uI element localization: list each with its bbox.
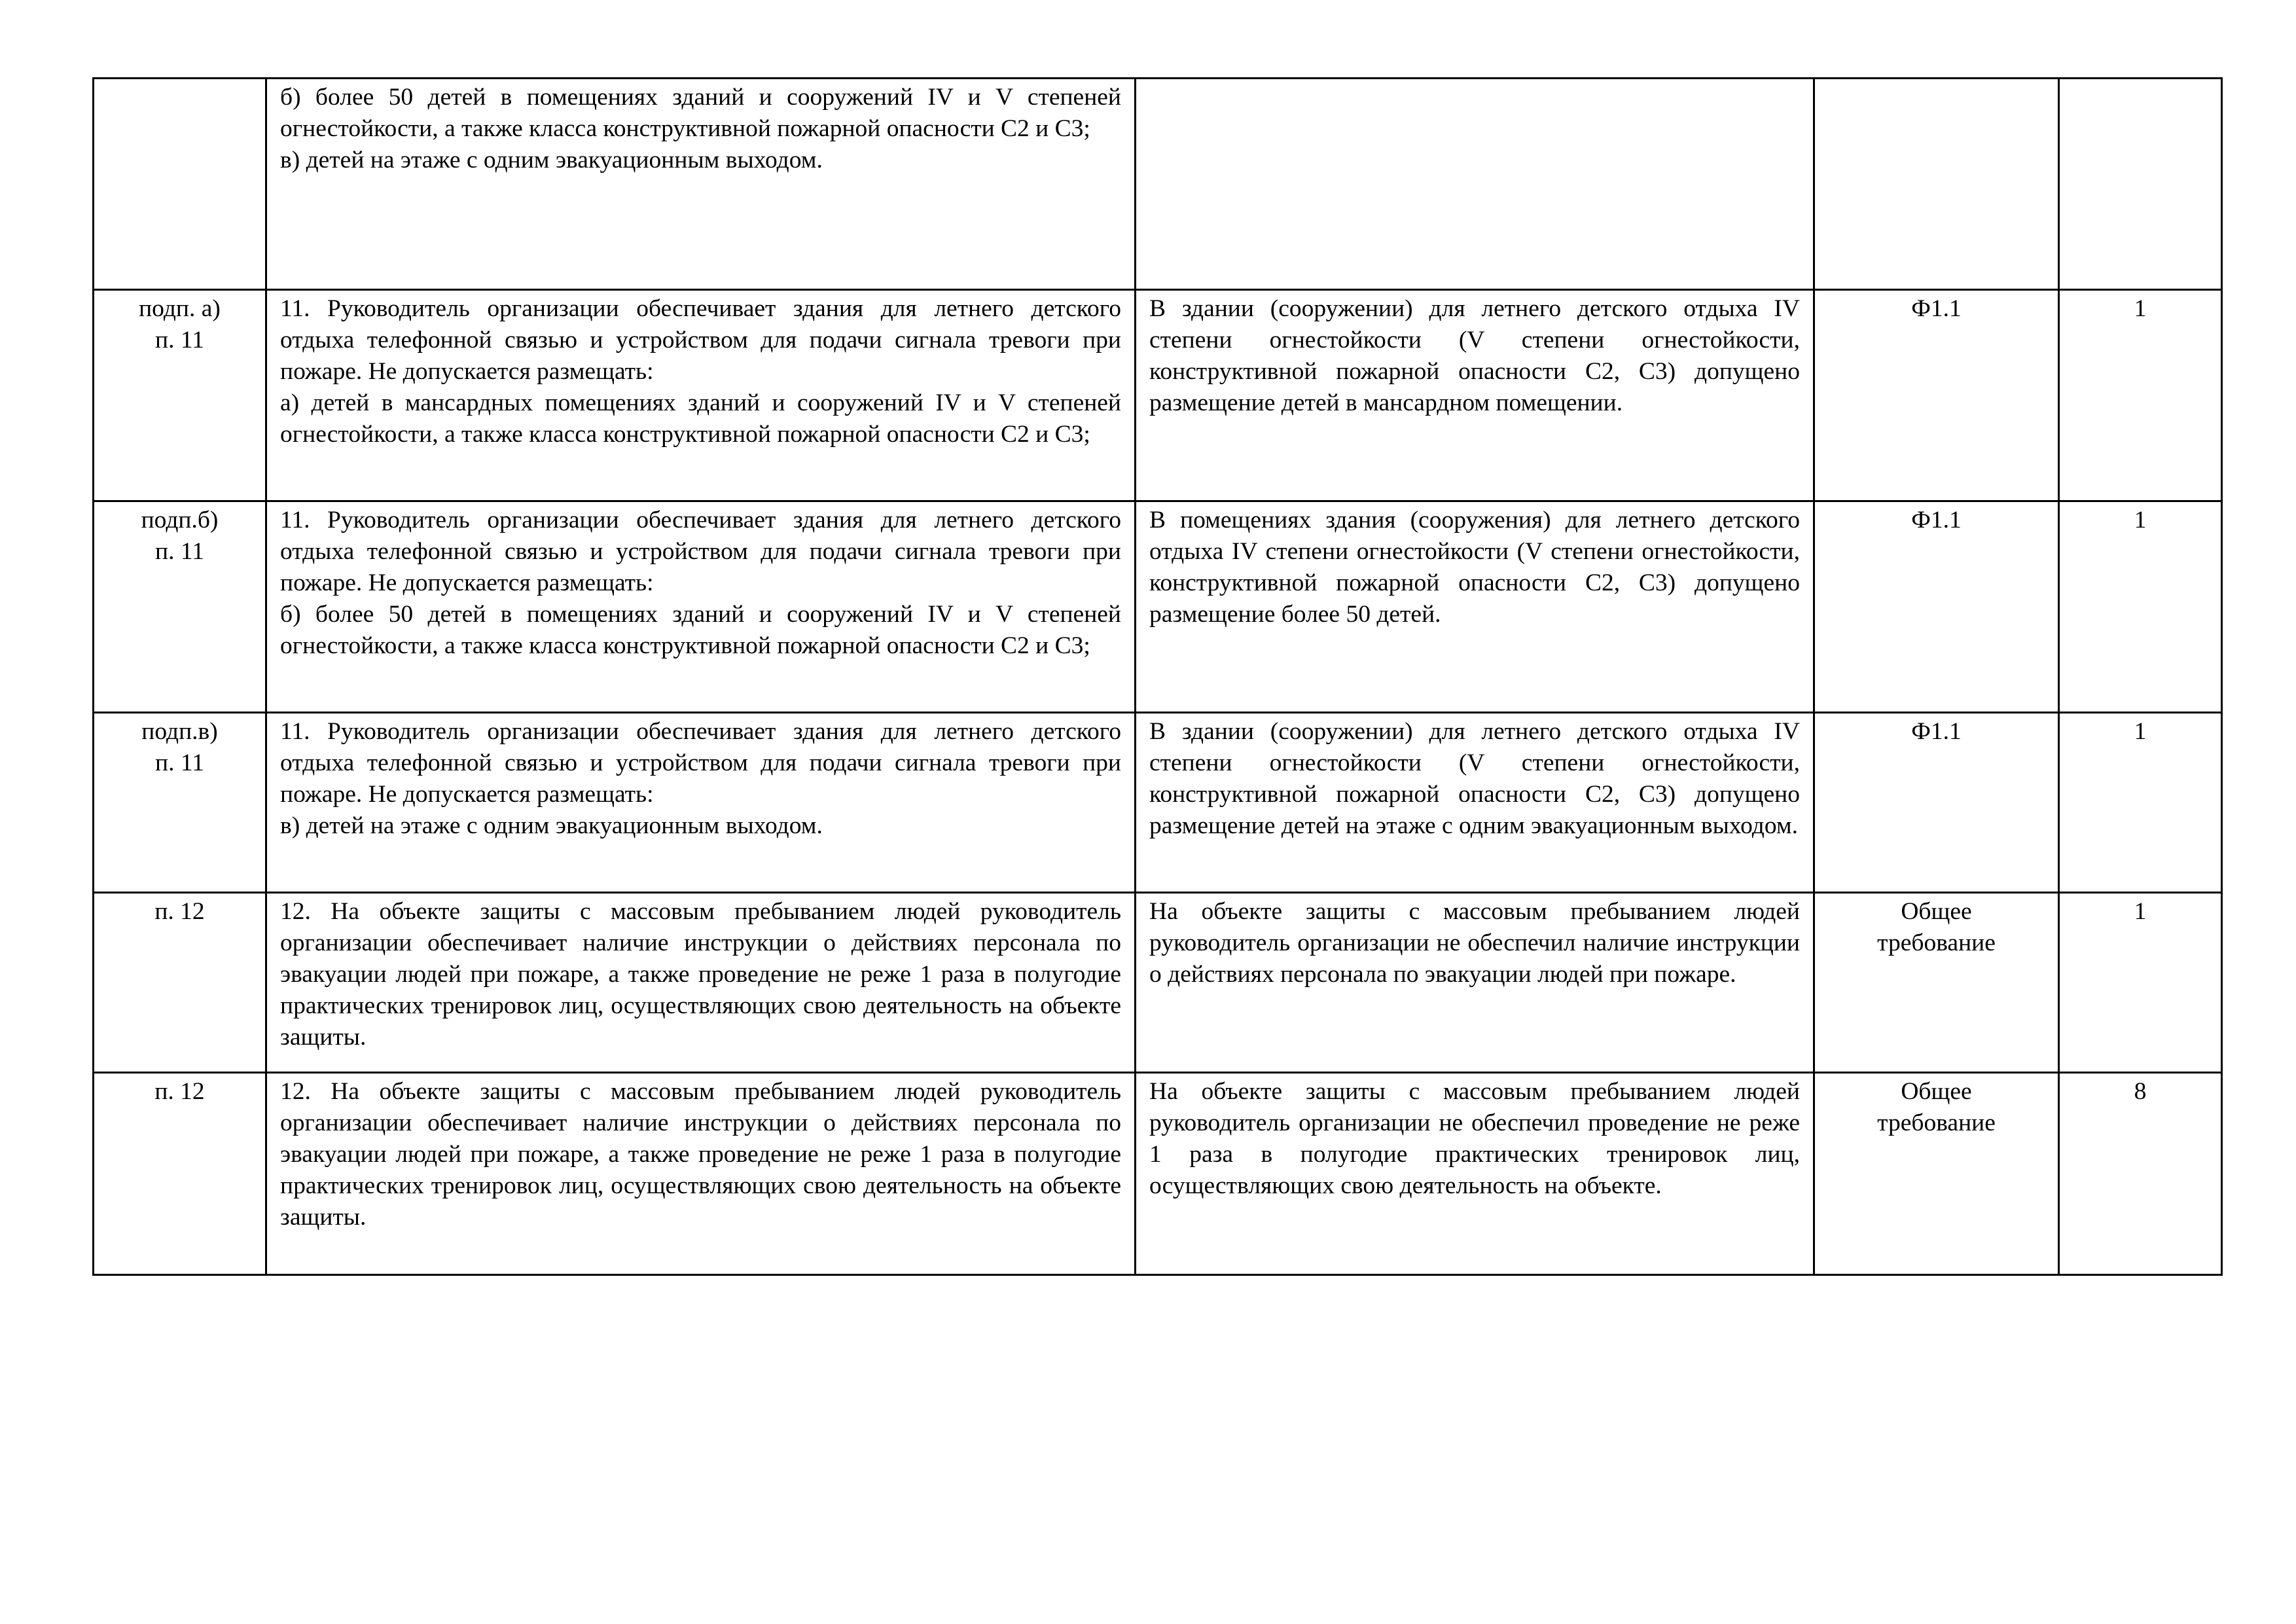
- table-row: [94, 1073, 2222, 1275]
- requirement-paragraph: 11. Руководитель организации обеспечивает здания для летнего детского отдыха телефонной связью и устройством для подачи сигнала тревоги при пожаре. Не допускается размещать:: [280, 718, 1121, 808]
- clause-reference-cell: [94, 893, 266, 1073]
- requirement-paragraph: 11. Руководитель организации обеспечивает здания для летнего детского отдыха телефонной связью и устройством для подачи сигнала тревоги при пожаре. Не допускается размещать:: [280, 295, 1121, 385]
- violation-text-cell: [1136, 893, 1814, 1073]
- document-page: [92, 77, 2221, 1276]
- count-cell: [2059, 893, 2222, 1073]
- clause-subpoint: подп.в): [141, 718, 218, 745]
- count-cell: [2059, 1073, 2222, 1275]
- requirement-paragraph: а) детей в мансардных помещениях зданий и сооружений IV и V степеней огнестойкости, а также класса конструктивной пожарной опасности С2 и С3;: [280, 389, 1121, 448]
- category-label: требование: [1877, 1110, 1996, 1136]
- clause-point: п. 11: [155, 538, 204, 565]
- requirement-text-cell: [266, 1073, 1136, 1275]
- count-value: 1: [2134, 718, 2147, 745]
- clause-subpoint: подп.б): [141, 507, 219, 533]
- table-row: [94, 501, 2222, 713]
- requirement-paragraph: 12. На объекте защиты с массовым пребыванием людей руководитель организации обеспечивает наличие инструкции о действиях персонала по эвакуации людей при пожаре, а также проведение не реже 1 раза в полугодие практических тренировок лиц, осуществляющих свою деятельность на объекте защиты.: [280, 898, 1121, 1051]
- clause-point: п. 11: [155, 327, 204, 353]
- requirement-paragraph: б) более 50 детей в помещениях зданий и сооружений IV и V степеней огнестойкости, а также класса конструктивной пожарной опасности С2 и С3;: [280, 601, 1121, 659]
- clause-point: п. 11: [155, 749, 204, 776]
- count-cell: [2059, 501, 2222, 713]
- requirement-text-cell: [266, 290, 1136, 501]
- clause-reference-cell: [94, 79, 266, 290]
- category-label: Ф1.1: [1911, 718, 1962, 745]
- requirement-paragraph: 12. На объекте защиты с массовым пребыванием людей руководитель организации обеспечивает наличие инструкции о действиях персонала по эвакуации людей при пожаре, а также проведение не реже 1 раза в полугодие практических тренировок лиц, осуществляющих свою деятельность на объекте защиты.: [280, 1078, 1121, 1231]
- category-cell: [1814, 290, 2059, 501]
- requirement-text-cell: [266, 501, 1136, 713]
- table-row: [94, 893, 2222, 1073]
- clause-subpoint: п. 12: [154, 898, 205, 925]
- category-label: Ф1.1: [1911, 507, 1962, 533]
- category-cell: [1814, 713, 2059, 893]
- requirement-paragraph: в) детей на этаже с одним эвакуационным выходом.: [280, 812, 823, 839]
- requirement-text-cell: [266, 893, 1136, 1073]
- requirement-paragraph: 11. Руководитель организации обеспечивает здания для летнего детского отдыха телефонной связью и устройством для подачи сигнала тревоги при пожаре. Не допускается размещать:: [280, 507, 1121, 596]
- requirements-table: [92, 77, 2223, 1276]
- requirement-text-cell: [266, 79, 1136, 290]
- requirement-paragraph: б) более 50 детей в помещениях зданий и сооружений IV и V степеней огнестойкости, а также класса конструктивной пожарной опасности С2 и С3;: [280, 84, 1121, 142]
- violation-text-cell: [1136, 1073, 1814, 1275]
- requirement-text-cell: [266, 713, 1136, 893]
- clause-reference-cell: [94, 1073, 266, 1275]
- clause-subpoint: подп. а): [139, 295, 221, 322]
- violation-paragraph: В здании (сооружении) для летнего детского отдыха IV степени огнестойкости (V степени огнестойкости, конструктивной пожарной опасности С2, С3) допущено размещение детей на этаже с одним эвакуационным выходом.: [1149, 718, 1800, 839]
- violation-paragraph: На объекте защиты с массовым пребыванием людей руководитель организации не обеспечил проведение не реже 1 раза в полугодие практических тренировок лиц, осуществляющих свою деятельность на объекте.: [1149, 1078, 1800, 1199]
- category-label: требование: [1877, 929, 1996, 956]
- violation-text-cell: [1136, 290, 1814, 501]
- count-value: 1: [2134, 295, 2147, 322]
- clause-subpoint: п. 12: [154, 1078, 205, 1105]
- requirement-paragraph: в) детей на этаже с одним эвакуационным выходом.: [280, 147, 823, 173]
- category-cell: [1814, 501, 2059, 713]
- category-label: Ф1.1: [1911, 295, 1962, 322]
- violation-text-cell: [1136, 79, 1814, 290]
- table-row: [94, 713, 2222, 893]
- table-row: [94, 290, 2222, 501]
- category-cell: [1814, 893, 2059, 1073]
- violation-paragraph: В здании (сооружении) для летнего детского отдыха IV степени огнестойкости (V степени огнестойкости, конструктивной пожарной опасности С2, С3) допущено размещение детей в мансардном помещении.: [1149, 295, 1800, 416]
- count-cell: [2059, 290, 2222, 501]
- category-label: Общее: [1901, 898, 1972, 925]
- violation-paragraph: На объекте защиты с массовым пребыванием людей руководитель организации не обеспечил наличие инструкции о действиях персонала по эвакуации людей при пожаре.: [1149, 898, 1800, 988]
- category-cell: [1814, 1073, 2059, 1275]
- category-cell: [1814, 79, 2059, 290]
- category-label: Общее: [1901, 1078, 1972, 1105]
- clause-reference-cell: [94, 713, 266, 893]
- table-row: [94, 79, 2222, 290]
- count-value: 1: [2134, 898, 2147, 925]
- clause-reference-cell: [94, 290, 266, 501]
- count-cell: [2059, 79, 2222, 290]
- count-value: 1: [2134, 507, 2147, 533]
- violation-text-cell: [1136, 713, 1814, 893]
- violation-paragraph: В помещениях здания (сооружения) для летнего детского отдыха IV степени огнестойкости (V степени огнестойкости, конструктивной пожарной опасности С2, С3) допущено размещение более 50 детей.: [1149, 507, 1800, 628]
- clause-reference-cell: [94, 501, 266, 713]
- violation-text-cell: [1136, 501, 1814, 713]
- count-cell: [2059, 713, 2222, 893]
- count-value: 8: [2134, 1078, 2147, 1105]
